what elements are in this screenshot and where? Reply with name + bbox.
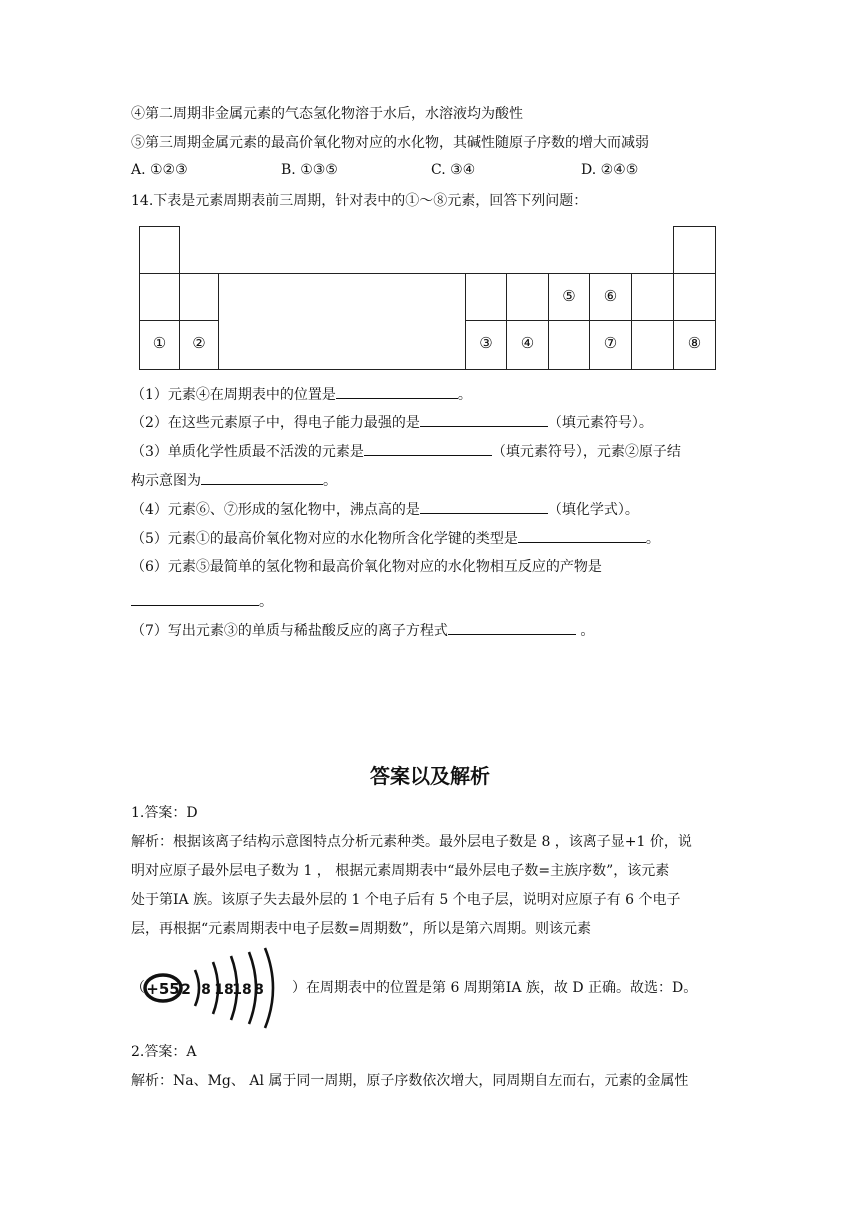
cell-element-5: ⑤ — [548, 273, 590, 321]
shell-count: 8 — [254, 982, 264, 998]
cell-li — [139, 273, 180, 321]
shell-count: 2 — [181, 982, 191, 998]
atomic-structure-diagram — [143, 944, 293, 1034]
answer-1-line-1: 解析：根据该离子结构示意图特点分析元素种类。最外层电子数是 8 ，该离子显+1 价，说 — [131, 834, 692, 850]
answer-2-label: 2.答案：A — [131, 1044, 197, 1060]
q14-sub-3: （3）单质化学性质最不活泼的元素是 （填元素符号），元素②原子结 — [131, 441, 681, 462]
q14-sub-1: （1）元素④在周期表中的位置是 。 — [131, 384, 472, 405]
answer-blank[interactable] — [518, 528, 646, 543]
cell-ne — [673, 273, 716, 321]
shell-count: 18 — [214, 982, 234, 998]
cell-h — [139, 226, 180, 274]
cell-element-8: ⑧ — [673, 320, 716, 370]
q14-sub-6-cont: 。 — [131, 591, 273, 612]
shell-arc — [265, 948, 273, 1028]
answer-blank[interactable] — [420, 412, 548, 427]
q14-sub-4: （4）元素⑥、⑦形成的氢化物中，沸点高的是 （填化学式）。 — [131, 499, 639, 520]
q14-stem: 14.下表是元素周期表前三周期，针对表中的①～⑧元素，回答下列问题： — [131, 193, 588, 209]
option-a: A. ①②③ — [131, 162, 188, 178]
nucleus-charge: +55 — [146, 980, 180, 998]
answer-1-line-5: ）在周期表中的位置是第 6 周期第ⅠA 族，故 D 正确。故选：D。 — [292, 980, 698, 996]
cell-be — [179, 273, 219, 321]
q13-item-5: ⑤第三周期金属元素的最高价氧化物对应的水化物，其碱性随原子序数的增大而减弱 — [131, 135, 649, 151]
shell-arc — [195, 970, 199, 1006]
q13-options — [131, 162, 731, 182]
cell-si — [548, 320, 590, 370]
q14-sub-5: （5）元素①的最高价氧化物对应的水化物所含化学键的类型是 。 — [131, 528, 660, 549]
answer-1-line-3: 处于第ⅠA 族。该原子失去最外层的 1 个电子后有 5 个电子层，说明对应原子有 6 个电子 — [131, 892, 681, 908]
shell-count: 18 — [232, 982, 252, 998]
q14-sub-6: （6）元素⑤最简单的氢化物和最高价氧化物对应的水化物相互反应的产物是 — [131, 559, 602, 575]
option-b: B. ①③⑤ — [281, 162, 338, 178]
cell-he — [673, 226, 716, 274]
answer-blank[interactable] — [448, 620, 576, 635]
answers-title: 答案以及解析 — [370, 764, 490, 788]
option-d: D. ②④⑤ — [581, 162, 639, 178]
cell-b — [465, 273, 507, 321]
cell-f — [631, 273, 674, 321]
cell-element-3: ③ — [465, 320, 507, 370]
cell-element-7: ⑦ — [589, 320, 632, 370]
cell-element-4: ④ — [506, 320, 549, 370]
cell-element-2: ② — [179, 320, 219, 370]
q14-sub-7: （7）写出元素③的单质与稀盐酸反应的离子方程式 。 — [131, 620, 594, 641]
answer-blank[interactable] — [420, 499, 548, 514]
answer-1-line-4: 层，再根据“元素周期表中电子层数=周期数”，所以是第六周期。则该元素 — [131, 921, 592, 937]
q13-item-4: ④第二周期非金属元素的气态氢化物溶于水后，水溶液均为酸性 — [131, 106, 523, 122]
q14-sub-2: （2）在这些元素原子中，得电子能力最强的是 （填元素符号）。 — [131, 412, 653, 433]
answer-blank[interactable] — [131, 591, 259, 606]
answer-1-line-2: 明对应原子最外层电子数为 1 ， 根据元素周期表中“最外层电子数=主族序数”，该元素 — [131, 863, 670, 879]
answer-blank[interactable] — [336, 384, 458, 399]
q14-sub-3-cont: 构示意图为 。 — [131, 470, 337, 491]
cell-cl — [631, 320, 674, 370]
answer-blank[interactable] — [201, 470, 323, 485]
transition-gap — [218, 273, 466, 370]
answer-1-line-5-open: （ — [131, 980, 145, 996]
answer-1-label: 1.答案：D — [131, 805, 198, 821]
answer-blank[interactable] — [364, 441, 492, 456]
answer-2-line-1: 解析：Na、Mg、 Al 属于同一周期，原子序数依次增大，同周期自左而右，元素的金属性 — [131, 1073, 689, 1089]
cell-element-6: ⑥ — [589, 273, 632, 321]
cell-c — [506, 273, 549, 321]
cell-element-1: ① — [139, 320, 180, 370]
option-c: C. ③④ — [431, 162, 476, 178]
shell-count: 8 — [201, 982, 211, 998]
